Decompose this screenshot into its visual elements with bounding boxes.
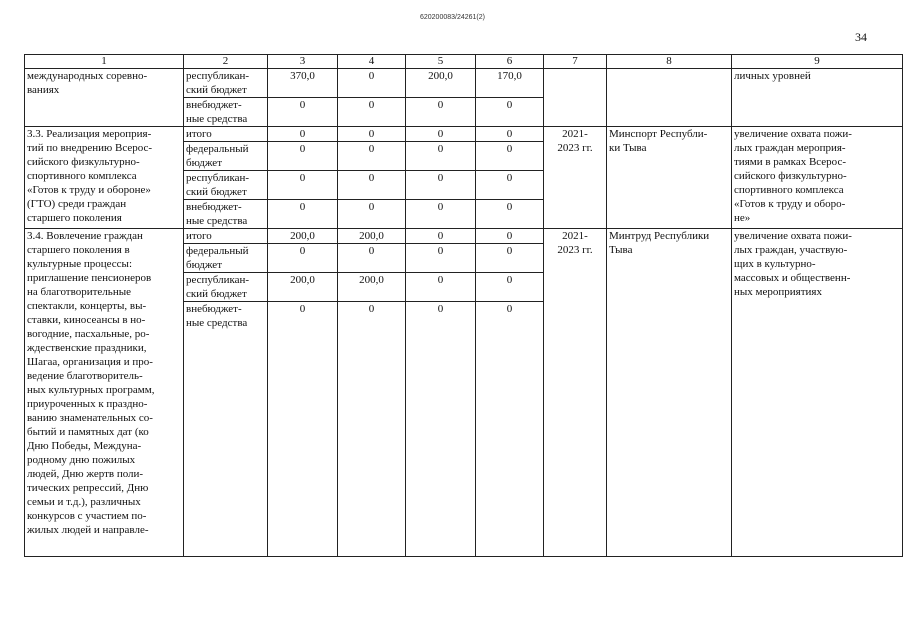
executor: Минтруд Республики Тыва bbox=[607, 229, 732, 557]
amount-2023: 170,0 bbox=[476, 69, 544, 98]
amount-2023: 0 bbox=[476, 273, 544, 302]
funding-source: итого bbox=[184, 127, 268, 142]
executor: Минспорт Республи- ки Тыва bbox=[607, 127, 732, 229]
amount-2021: 0 bbox=[338, 142, 406, 171]
amount-2022: 0 bbox=[406, 200, 476, 229]
amount-2023: 0 bbox=[476, 229, 544, 244]
table-row bbox=[25, 229, 903, 244]
amount-2022: 0 bbox=[406, 244, 476, 273]
amount-2022: 0 bbox=[406, 273, 476, 302]
amount-total: 0 bbox=[268, 142, 338, 171]
amount-total: 0 bbox=[268, 244, 338, 273]
document-id: 620200083/24261(2) bbox=[419, 14, 485, 21]
amount-2021: 0 bbox=[338, 127, 406, 142]
implementation-period: 2021- 2023 гг. bbox=[544, 127, 607, 229]
funding-source: республикан- ский бюджет bbox=[184, 171, 268, 200]
program-table bbox=[24, 54, 903, 557]
implementation-period: 2021- 2023 гг. bbox=[544, 229, 607, 557]
funding-source: внебюджет- ные средства bbox=[184, 200, 268, 229]
amount-2021: 0 bbox=[338, 244, 406, 273]
amount-total: 0 bbox=[268, 98, 338, 127]
amount-2021: 200,0 bbox=[338, 273, 406, 302]
page-number: 34 bbox=[855, 30, 867, 44]
table-row bbox=[25, 69, 903, 98]
amount-2022: 0 bbox=[406, 171, 476, 200]
column-header: 6 bbox=[476, 55, 544, 69]
amount-2021: 0 bbox=[338, 98, 406, 127]
column-header: 1 bbox=[25, 55, 184, 69]
funding-source: республикан- ский бюджет bbox=[184, 273, 268, 302]
amount-2022: 0 bbox=[406, 98, 476, 127]
column-header: 8 bbox=[607, 55, 732, 69]
column-header: 7 bbox=[544, 55, 607, 69]
amount-total: 200,0 bbox=[268, 229, 338, 244]
amount-2023: 0 bbox=[476, 200, 544, 229]
amount-2022: 0 bbox=[406, 142, 476, 171]
measure-description: международных соревно- ваниях bbox=[25, 69, 184, 127]
amount-2021: 0 bbox=[338, 171, 406, 200]
funding-source: внебюджет- ные средства bbox=[184, 98, 268, 127]
funding-source: итого bbox=[184, 229, 268, 244]
amount-2023: 0 bbox=[476, 127, 544, 142]
funding-source: республикан- ский бюджет bbox=[184, 69, 268, 98]
column-header: 2 bbox=[184, 55, 268, 69]
amount-total: 370,0 bbox=[268, 69, 338, 98]
amount-2021: 0 bbox=[338, 69, 406, 98]
amount-total: 200,0 bbox=[268, 273, 338, 302]
column-header: 5 bbox=[406, 55, 476, 69]
funding-source: федеральный бюджет bbox=[184, 244, 268, 273]
column-header: 3 bbox=[268, 55, 338, 69]
amount-2023: 0 bbox=[476, 302, 544, 557]
amount-2022: 0 bbox=[406, 127, 476, 142]
amount-2021: 200,0 bbox=[338, 229, 406, 244]
column-number-row bbox=[25, 55, 903, 69]
executor bbox=[607, 69, 732, 127]
amount-2021: 0 bbox=[338, 302, 406, 557]
column-header: 4 bbox=[338, 55, 406, 69]
amount-2023: 0 bbox=[476, 98, 544, 127]
amount-2022: 0 bbox=[406, 302, 476, 557]
funding-source: внебюджет- ные средства bbox=[184, 302, 268, 557]
amount-2023: 0 bbox=[476, 244, 544, 273]
table-row bbox=[25, 127, 903, 142]
column-header: 9 bbox=[732, 55, 903, 69]
amount-2023: 0 bbox=[476, 171, 544, 200]
measure-description: 3.3. Реализация мероприя- тий по внедрению Всерос- сийского физкультурно- спортивного комплекса «Готов к труду и обороне» (ГТО) среди граждан старшего поколения bbox=[25, 127, 184, 229]
amount-total: 0 bbox=[268, 171, 338, 200]
implementation-period bbox=[544, 69, 607, 127]
amount-2023: 0 bbox=[476, 142, 544, 171]
measure-description: 3.4. Вовлечение граждан старшего поколения в культурные процессы: приглашение пенсионеров на благотворительные спектакли, концерты, вы- ставки, киносеансы в но- вогодние, пасхальные, ро- ждественские праздники, Шагаа, организация и про- ведение благотворитель- ных культурных программ, приуроченных к праздно- ванию знаменательных со- бытий и памятных дат (ко Дню Победы, Междуна- родному дню пожилых людей, Дню жертв поли- тических репрессий, Дню семьи и т.д.), различных конкурсов с участием по- жилых людей и направле- bbox=[25, 229, 184, 557]
amount-total: 0 bbox=[268, 127, 338, 142]
expected-result: увеличение охвата пожи- лых граждан мероприя- тиями в рамках Всерос- сийского физкультурно- спортивного комплекса «Готов к труду и оборо- не» bbox=[732, 127, 903, 229]
amount-total: 0 bbox=[268, 302, 338, 557]
expected-result: увеличение охвата пожи- лых граждан, участвую- щих в культурно- массовых и общественн- ных мероприятиях bbox=[732, 229, 903, 557]
amount-2022: 0 bbox=[406, 229, 476, 244]
amount-2022: 200,0 bbox=[406, 69, 476, 98]
amount-total: 0 bbox=[268, 200, 338, 229]
amount-2021: 0 bbox=[338, 200, 406, 229]
expected-result: личных уровней bbox=[732, 69, 903, 127]
funding-source: федеральный бюджет bbox=[184, 142, 268, 171]
